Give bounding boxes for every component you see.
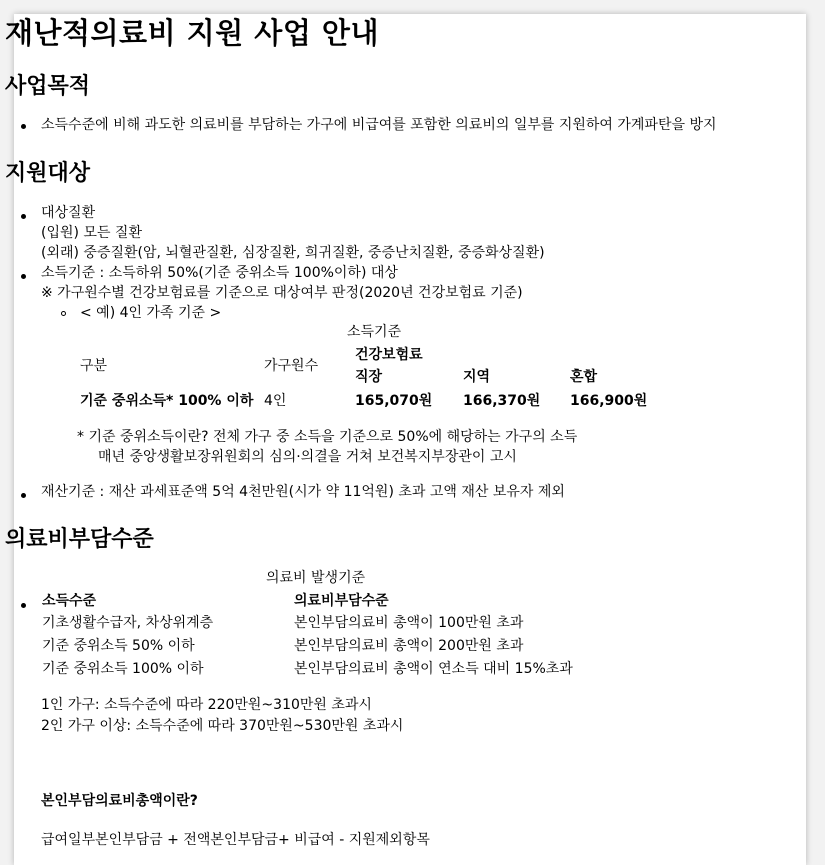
- disease-inpatient: (입원) 모든 질환: [41, 225, 142, 241]
- burden-bullet: [21, 603, 26, 608]
- burden-multi-household: 2인 가구 이상: 소득수준에 따라 370만원~530만원 초과시: [41, 718, 404, 734]
- target-heading: 지원대상: [5, 161, 91, 186]
- purpose-bullet: [21, 124, 26, 129]
- income-table-header-category: 구분: [80, 358, 108, 374]
- burden-row-1-income: 기초생활수급자, 차상위계층: [42, 615, 214, 631]
- burden-header-burden: 의료비부담수준: [294, 593, 389, 609]
- income-table-header-workplace: 직장: [355, 369, 383, 385]
- document-page: [5, 14, 806, 865]
- income-table-header-mixed: 혼합: [570, 369, 598, 385]
- disease-label: 대상질환: [41, 205, 96, 221]
- page-title: 재난적의료비 지원 사업 안내: [5, 16, 379, 50]
- burden-table-caption: 의료비 발생기준: [266, 570, 366, 586]
- income-label: 소득기준 : 소득하위 50%(기준 중위소득 100%이하) 대상: [41, 265, 398, 281]
- burden-row-2-income: 기준 중위소득 50% 이하: [42, 638, 195, 654]
- income-table-col-group: 건강보험료: [355, 347, 423, 363]
- income-example: < 예) 4인 가족 기준 >: [80, 305, 222, 321]
- asset-text: 재산기준 : 재산 과세표준액 5억 4천만원(시가 약 11억원) 초과 고액 재산 보유자 제외: [41, 484, 565, 500]
- burden-header-income: 소득수준: [42, 593, 97, 609]
- definition-title: 본인부담의료비총액이란?: [41, 793, 198, 809]
- burden-row-3-burden: 본인부담의료비 총액이 연소득 대비 15%초과: [294, 661, 573, 677]
- income-table-row-category: 기준 중위소득* 100% 이하: [80, 393, 254, 409]
- income-bullet: [21, 274, 26, 279]
- income-table-row-mixed: 166,900원: [570, 393, 648, 409]
- income-note: ※ 가구원수별 건강보험료를 기준으로 대상여부 판정(2020년 건강보험료 기준): [41, 285, 523, 301]
- purpose-heading: 사업목적: [5, 74, 91, 99]
- burden-row-3-income: 기준 중위소득 100% 이하: [42, 661, 204, 677]
- disease-bullet: [21, 214, 26, 219]
- asset-bullet: [21, 493, 26, 498]
- income-table-row-region: 166,370원: [463, 393, 541, 409]
- income-table-row-workplace: 165,070원: [355, 393, 433, 409]
- burden-row-1-burden: 본인부담의료비 총액이 100만원 초과: [294, 615, 524, 631]
- burden-single-household: 1인 가구: 소득수준에 따라 220만원~310만원 초과시: [41, 697, 372, 713]
- definition-text: 급여일부본인부담금 + 전액본인부담금+ 비급여 - 지원제외항목: [41, 832, 430, 848]
- income-table-header-region: 지역: [463, 369, 491, 385]
- purpose-text: 소득수준에 비해 과도한 의료비를 부담하는 가구에 비급여를 포함한 의료비의 일부를 지원하여 가계파탄을 방지: [41, 117, 717, 133]
- income-table-row-household: 4인: [264, 393, 287, 409]
- burden-heading: 의료비부담수준: [5, 527, 154, 552]
- disease-outpatient: (외래) 중증질환(암, 뇌혈관질환, 심장질환, 희귀질환, 중증난치질환, 중증화상질환): [41, 245, 545, 261]
- example-bullet: [61, 311, 66, 316]
- income-table-header-household: 가구원수: [264, 358, 319, 374]
- income-table-caption: 소득기준: [347, 324, 402, 340]
- income-footnote-2: 매년 중앙생활보장위원회의 심의·의결을 거쳐 보건복지부장관이 고시: [98, 449, 517, 465]
- income-footnote-1: * 기준 중위소득이란? 전체 가구 중 소득을 기준으로 50%에 해당하는 가구의 소득: [77, 429, 578, 445]
- burden-row-2-burden: 본인부담의료비 총액이 200만원 초과: [294, 638, 524, 654]
